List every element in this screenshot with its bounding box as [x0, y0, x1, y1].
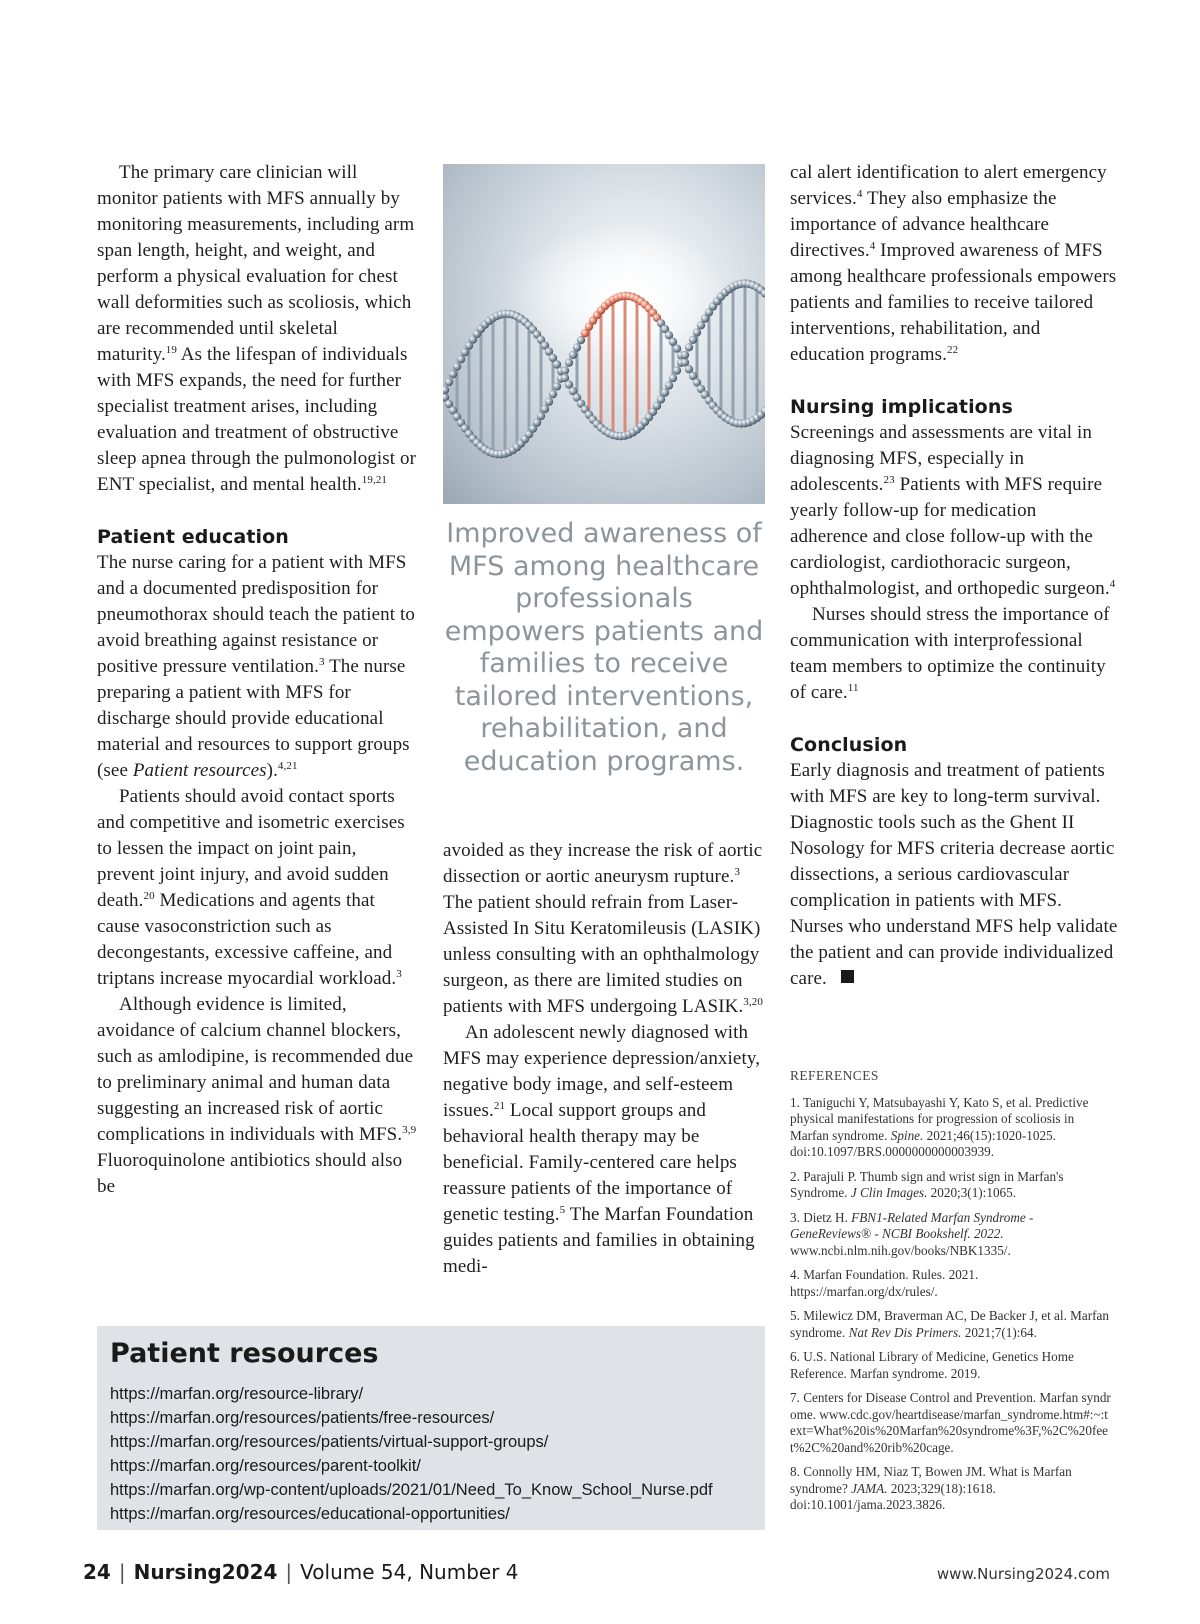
footer-left [83, 1560, 519, 1584]
reference-item: 1. Taniguchi Y, Matsubayashi Y, Kato S, et al. Predictive physical manifestations for progression of scoliosis in Marfan syndrome. Spine. 2021;46(15):1020-1025. doi:10.1097/BRS.0000000000003939. [790, 1094, 1089, 1159]
paragraph: Patients should avoid contact sports and competitive and isometric exercises to lessen the impact on joint pain, prevent joint injury, and avoid sudden death.$^{20}$ Medications and agents that cause vasoconstriction such as decongestants, excessive caffeine, and triptans increase myocardial workload.$^3$ [97, 786, 405, 989]
page-number: 24 [83, 1560, 111, 1584]
footer-separator: | [118, 1560, 126, 1584]
helix-bead [549, 390, 557, 398]
heading-patient-education: Patient education [97, 526, 289, 548]
paragraph: The nurse caring for a patient with MFS and a documented predisposition for pneumothorax should teach the patient to avoid breathing against resistance or positive pressure ventilation.$^3$ The nurse preparing a patient with MFS for discharge should provide educational material and resources to support groups (see Patient resources).$^{4,21}$ [97, 552, 415, 781]
helix-bead [453, 362, 461, 370]
resource-link[interactable]: https://marfan.org/resources/parent-toolkit/ [110, 1457, 421, 1475]
helix-bead [561, 366, 569, 374]
footer-website[interactable]: www.Nursing2024.com [936, 1565, 1110, 1583]
resource-link[interactable]: https://marfan.org/resource-library/ [110, 1385, 364, 1403]
reference-item: 3. Dietz H. FBN1-Related Marfan Syndrome - GeneReviews® - NCBI Bookshelf. 2022. www.ncbi.nlm.nih.gov/books/NBK1335/. [790, 1209, 1034, 1258]
dna-helix-illustration [443, 164, 765, 504]
volume-info: Volume 54, Number 4 [300, 1560, 519, 1584]
resource-link-list [110, 1382, 713, 1526]
journal-name: Nursing2024 [133, 1560, 278, 1584]
helix-bead [673, 366, 681, 374]
resource-link[interactable]: https://marfan.org/resources/patients/virtual-support-groups/ [110, 1433, 549, 1451]
column-1 [97, 160, 417, 1200]
helix-bead [541, 405, 549, 413]
resource-link[interactable]: https://marfan.org/resources/educational-opportunities/ [110, 1505, 510, 1523]
helix-bead [569, 351, 577, 359]
resource-link[interactable]: https://marfan.org/wp-content/uploads/2021/01/Need_To_Know_School_Nurse.pdf [110, 1481, 713, 1499]
column-3 [790, 160, 1118, 992]
paragraph: An adolescent newly diagnosed with MFS may experience depression/anxiety, negative body image, and self-esteem issues.$^{21}$ Local support groups and behavioral health therapy may be beneficial. Family-centered care helps reassure patients of the importance of genetic testing.$^5$ The Marfan Foundation guides patients and families in obtaining medi- [443, 1022, 761, 1277]
helix-bead [681, 351, 689, 359]
reference-item: 2. Parajuli P. Thumb sign and wrist sign in Marfan's Syndrome. J Clin Images. 2020;3(1):1065. [790, 1168, 1064, 1200]
patient-resources-title: Patient resources [110, 1338, 379, 1369]
paragraph: Nurses should stress the importance of communication with interprofessional team members to optimize the continuity of care.$^{11}$ [790, 604, 1110, 703]
end-mark-square [841, 970, 854, 983]
patient-resources-box [97, 1326, 765, 1530]
resource-link[interactable]: https://marfan.org/resources/patients/free-resources/ [110, 1409, 495, 1427]
pull-quote: Improved awareness of MFS among healthcare professionals empowers patients and families to receive tailored interventions, rehabilitation, and education programs. [444, 518, 764, 777]
paragraph: Although evidence is limited, avoidance of calcium channel blockers, such as amlodipine, is recommended due to preliminary animal and human data suggesting an increased risk of aortic complications in individuals with MFS.$^{3,9}$ Fluoroquinolone antibiotics should also be [97, 994, 417, 1197]
footer-separator: | [285, 1560, 293, 1584]
paragraph: avoided as they increase the risk of aortic dissection or aortic aneurysm rupture.$^3$ The patient should refrain from Laser-Assisted In Situ Keratomileusis (LASIK) unless consulting with an ophthalmology surgeon, as there are limited studies on patients with MFS undergoing LASIK.$^{3,20}$ [443, 840, 763, 1017]
references-heading: REFERENCES [790, 1068, 879, 1083]
reference-item: 4. Marfan Foundation. Rules. 2021. https://marfan.org/dx/rules/. [790, 1267, 979, 1299]
helix-bead [669, 374, 677, 382]
helix-bead [661, 388, 669, 396]
helix-bead [693, 328, 701, 336]
paragraph: The primary care clinician will monitor patients with MFS annually by monitoring measurements, including arm span length, height, and weight, and perform a physical evaluation for chest wall deformities such as scoliosis, which are recommended until skeletal maturity.$^{19}$ As the lifespan of individuals with MFS expands, the need for further specialist treatment arises, including evaluation and treatment of obstructive sleep apnea through the pulmonologist or ENT specialist, and mental health.$^{19,21}$ [97, 162, 417, 495]
dna-helix-image [443, 164, 765, 504]
paragraph: cal alert identification to alert emergency services.$^4$ They also emphasize the importance of advance healthcare directives.$^4$ Improved awareness of MFS among healthcare professionals empowers patients and families to receive tailored interventions, rehabilitation, and education programs.$^{22}$ [790, 162, 1117, 365]
heading-nursing-implications: Nursing implications [790, 396, 1013, 418]
helix-bead [457, 355, 465, 363]
helix-bead [545, 398, 553, 406]
helix-bead [553, 382, 561, 390]
helix-bead [573, 343, 581, 351]
reference-item: 7. Centers for Disease Control and Prevention. Marfan syndrome. www.cdc.gov/heartdisease/marfan_syndrome.htm#:~:text=What%20is%20Marfan%20syndrome%3F,%2C%20feet%2C%20and%20rib%20cage. [790, 1390, 1111, 1455]
helix-bead [443, 386, 449, 394]
helix-bead [689, 336, 697, 344]
helix-bead [449, 370, 457, 378]
heading-conclusion: Conclusion [790, 734, 908, 756]
helix-bead [665, 381, 673, 389]
helix-bead [685, 343, 693, 351]
reference-item: 6. U.S. National Library of Medicine, Genetics Home Reference. Marfan syndrome. 2019. [790, 1349, 1074, 1381]
helix-bead [445, 378, 453, 386]
references [790, 1068, 1112, 1522]
reference-item: 8. Connolly HM, Niaz T, Bowen JM. What is Marfan syndrome? JAMA. 2023;329(18):1618. doi:10.1001/jama.2023.3826. [790, 1464, 1072, 1512]
reference-item: 5. Milewicz DM, Braverman AC, De Backer J, et al. Marfan syndrome. Nat Rev Dis Primers. 2021;7(1):64. [790, 1308, 1109, 1340]
column-2 [443, 838, 765, 1280]
paragraph: Screenings and assessments are vital in diagnosing MFS, especially in adolescents.$^{23}$ Patients with MFS require yearly follow-up for medication adherence and close follow-up with the cardiologist, cardiothoracic surgeon, ophthalmologist, and orthopedic surgeon.$^4$ [790, 422, 1116, 599]
paragraph: Early diagnosis and treatment of patients with MFS are key to long-term survival. Diagnostic tools such as the Ghent II Nosology for MFS criteria decrease aortic dissections, a serious cardiovascular complication in patients with MFS. Nurses who understand MFS help validate the patient and can provide individualized care. [790, 760, 1118, 989]
helix-bead [565, 358, 573, 366]
